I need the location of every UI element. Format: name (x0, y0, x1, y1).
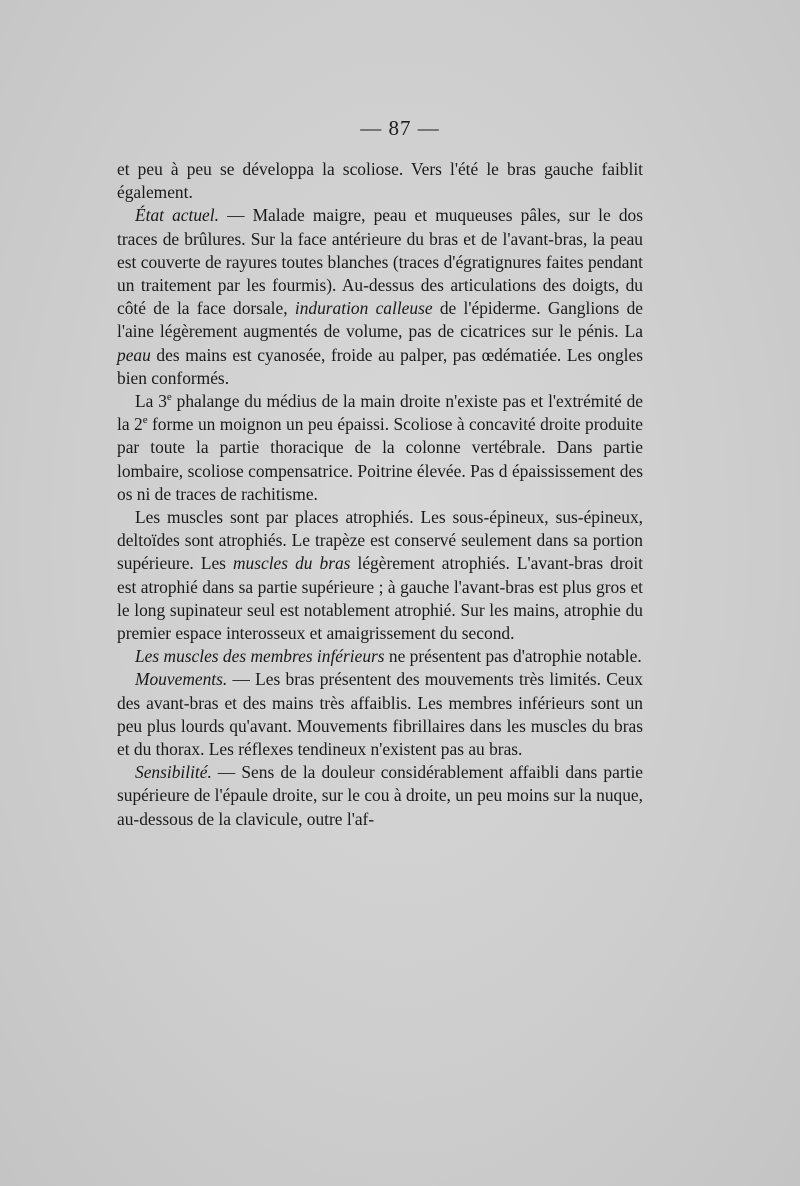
text-run: légèrement atrophiés. L'avant-bras droit est atrophié dans sa partie supérieure ; à gauche l'avant-bras est plus gros et le long supinateur seul est notablement atrophié. Sur les mains, atrophie du premier espace interosseux et amaigrissement du second. (117, 553, 643, 644)
superscript: e (166, 391, 172, 404)
italic-text: induration calleuse (294, 298, 433, 319)
italic-text: muscles du bras (232, 553, 351, 574)
superscript: e (142, 414, 148, 427)
text-run: — Les bras présentent des mouvements très limités. Ceux des avant-bras et des mains très affaiblis. Les membres inférieurs sont un peu plus lourds qu'avant. Mouvements fibrillaires dans les muscles du bras et du thorax. Les réflexes tendineux n'existent pas au bras. (117, 669, 643, 760)
text-run: et peu à peu se développa la scoliose. Vers l'été le bras gauche faiblit également. (117, 159, 643, 203)
paragraph (117, 506, 643, 645)
text-run: — Sens de la douleur considérablement affaibli dans partie supérieure de l'épaule droite, sur le cou à droite, un peu moins sur la nuque, au-dessous de la clavicule, outre l'af- (117, 762, 643, 829)
paragraph (117, 158, 643, 204)
paragraph (117, 390, 643, 506)
paragraph (117, 668, 643, 761)
text-run: — Malade maigre, peau et muqueuses pâles, sur le dos traces de brûlures. Sur la face antérieure du bras et de l'avant-bras, la peau est couverte de rayures toutes blanches (traces d'égratignures faites pendant un traitement par les fourmis). Au-dessus des articulations des doigts, du côté de la face dorsale, (117, 205, 643, 319)
paragraph (117, 645, 643, 668)
paragraph (117, 204, 643, 390)
italic-text: Les muscles des membres inférieurs (135, 646, 385, 667)
text-run: Les muscles sont par places atrophiés. Les sous-épineux, sus-épineux, deltoïdes sont atrophiés. Le trapèze est conservé seulement dans sa portion supérieure. Les (117, 507, 643, 574)
text-run: ne présentent pas d'atrophie notable. (384, 646, 642, 667)
text-run: phalange du médius de la main droite n'existe pas et l'extrémité de la 2 (117, 391, 643, 435)
text-run: des mains est cyanosée, froide au palper, pas œdématiée. Les ongles bien conformés. (117, 344, 643, 388)
text-run: forme un moignon un peu épaissi. Scoliose à concavité droite produite par toute la partie thoracique de la colonne vertébrale. Dans partie lombaire, scoliose compensatrice. Poitrine élevée. Pas d épaississement des os ni de traces de rachitisme. (117, 414, 644, 504)
page-number: — 87 — (360, 116, 440, 140)
italic-text: État actuel. (135, 205, 219, 226)
text-run: de l'épiderme. Ganglions de l'aine légèrement augmentés de volume, pas de cicatrices sur le pénis. La (117, 298, 644, 342)
italic-text: peau (117, 344, 151, 365)
text-run: La 3 (135, 391, 167, 412)
italic-text: Sensibilité. (135, 762, 212, 783)
paragraph (117, 761, 643, 831)
italic-text: Mouvements. (135, 669, 228, 690)
body-text (117, 158, 643, 831)
